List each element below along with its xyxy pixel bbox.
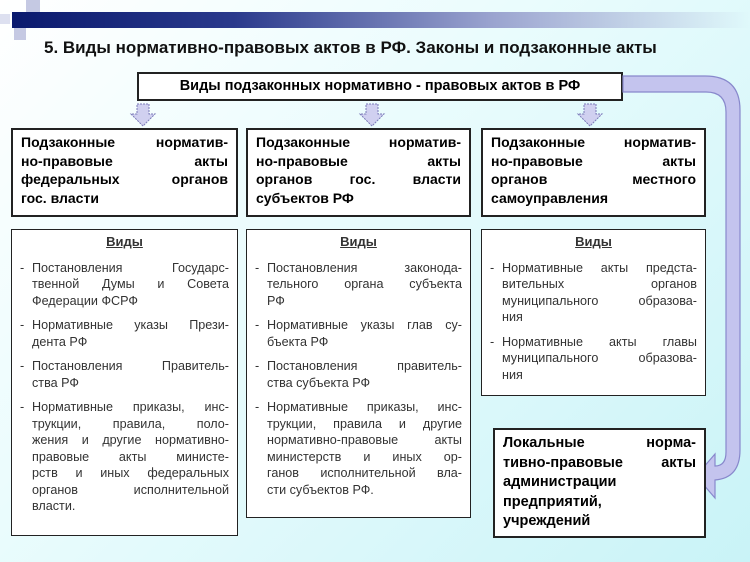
- list-item: [255, 358, 462, 391]
- list-item: [255, 260, 462, 310]
- local-acts-box: [493, 428, 706, 538]
- text-line: дента РФ: [32, 334, 88, 349]
- list-item: [255, 399, 462, 498]
- text-line: трукции, правила, поло-: [32, 416, 229, 431]
- text-line: но-правовые акты: [491, 152, 696, 169]
- text-line: Подзаконные норматив-: [256, 134, 461, 150]
- text-line: муниципального образова-: [502, 351, 697, 365]
- list-item: [490, 334, 697, 384]
- slide-title: 5. Виды нормативно-правовых актов в РФ. Законы и подзаконные акты: [44, 38, 657, 57]
- kinds-label: Виды: [106, 234, 143, 249]
- text-line: предприятий,: [503, 493, 602, 510]
- text-line: - Нормативные акты главы: [502, 334, 697, 349]
- down-arrow-icon: [131, 104, 155, 126]
- list-item: [490, 260, 697, 326]
- text-line: тивно-правовые акты: [503, 454, 696, 471]
- text-line: - Постановления Государс-: [32, 260, 229, 275]
- text-line: тельного органа субъекта: [267, 277, 462, 291]
- text-line: Подзаконные норматив-: [491, 134, 696, 150]
- list-item: [20, 399, 229, 515]
- text-line: учреждений: [503, 513, 591, 529]
- text-line: - Нормативные приказы, инс-: [32, 400, 229, 414]
- text-line: - Нормативные указы глав су-: [267, 318, 462, 332]
- text-line: органов гос. власти: [256, 171, 461, 187]
- text-line: бъекта РФ: [267, 334, 329, 349]
- text-line: ганов исполнительной вла-: [267, 466, 462, 480]
- text-line: - Постановления законода-: [267, 260, 462, 275]
- text-line: органов исполнительной: [32, 482, 229, 497]
- down-arrow-icon: [578, 104, 602, 126]
- text-line: субъектов РФ: [256, 189, 354, 206]
- text-line: министерств и иных ор-: [267, 449, 462, 464]
- list-item: [255, 317, 462, 350]
- list-item: [20, 358, 229, 391]
- text-line: - Нормативные акты предста-: [502, 260, 697, 275]
- text-line: РФ: [267, 293, 285, 308]
- kinds-box: [481, 229, 706, 396]
- text-line: рств и иных федеральных: [32, 466, 229, 480]
- text-line: ства субъекта РФ: [267, 375, 371, 390]
- text-line: ства РФ: [32, 375, 79, 390]
- text-line: гос. власти: [21, 189, 99, 206]
- kinds-label: Виды: [575, 234, 612, 249]
- text-line: вительных органов: [502, 277, 697, 291]
- text-line: - Постановления правитель-: [267, 359, 462, 373]
- kinds-box: [246, 229, 471, 518]
- text-line: власти.: [32, 499, 76, 513]
- down-arrow-icon: [360, 104, 384, 126]
- text-line: жения и другие нормативно-: [32, 433, 229, 447]
- text-line: - Нормативные приказы, инс-: [267, 400, 462, 414]
- text-line: ния: [502, 310, 523, 324]
- text-line: но-правовые акты: [21, 152, 228, 169]
- text-line: - Нормативные указы Прези-: [32, 318, 229, 332]
- subordinate-acts-heading: Виды подзаконных нормативно - правовых актов в РФ: [137, 72, 623, 101]
- text-line: твенной Думы и Совета: [32, 277, 229, 291]
- text-line: федеральных органов: [21, 171, 228, 187]
- text-line: Подзаконные норматив-: [21, 134, 228, 150]
- text-line: нормативно-правовые акты: [267, 433, 462, 447]
- text-line: Локальные норма-: [503, 435, 696, 451]
- list-item: [20, 317, 229, 350]
- text-line: муниципального образова-: [502, 293, 697, 308]
- list-item: [20, 260, 229, 310]
- text-line: самоуправления: [491, 189, 609, 206]
- text-line: трукции, правила и другие: [267, 416, 462, 431]
- text-line: сти субъектов РФ.: [267, 482, 374, 497]
- authority-header-box: [246, 128, 471, 217]
- text-line: но-правовые акты: [256, 152, 461, 169]
- text-line: - Постановления Правитель-: [32, 359, 229, 373]
- text-line: правовые акты министе-: [32, 449, 229, 464]
- kinds-label: Виды: [340, 234, 377, 249]
- authority-header-box: [481, 128, 706, 217]
- kinds-box: [11, 229, 238, 536]
- text-line: органов местного: [491, 171, 696, 187]
- text-line: администрации: [503, 474, 617, 490]
- text-line: ния: [502, 367, 523, 382]
- authority-header-box: [11, 128, 238, 217]
- text-line: Федерации ФСРФ: [32, 293, 138, 308]
